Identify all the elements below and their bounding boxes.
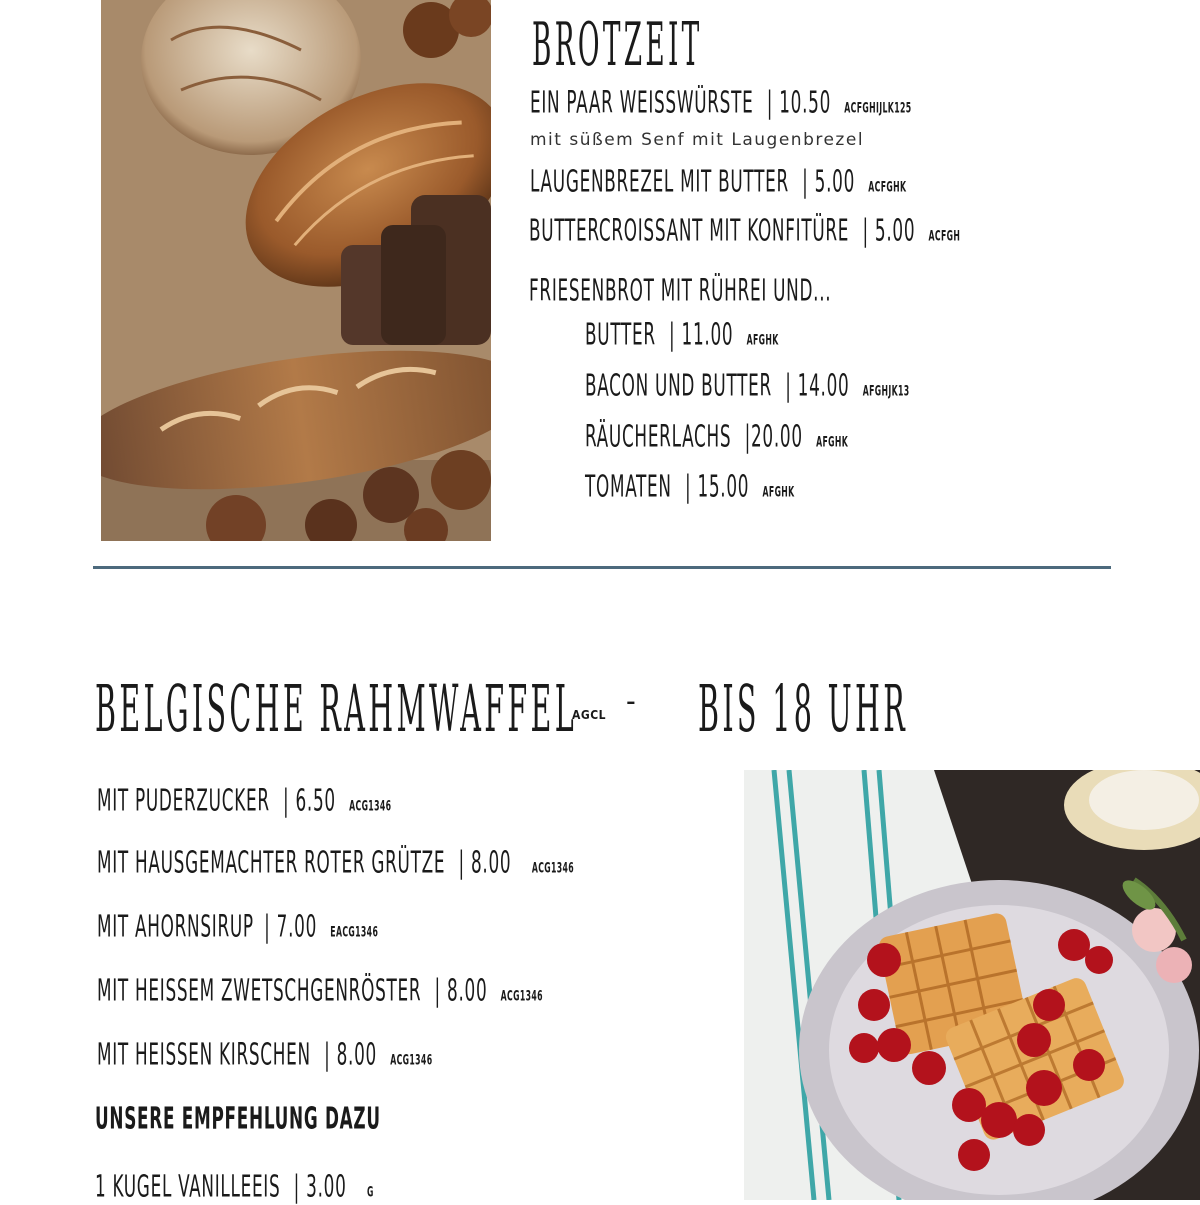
waffel-item-ahornsirup (97, 910, 488, 945)
menu-item-laugenbrezel (530, 165, 1053, 200)
item-name: TOMATEN (585, 470, 672, 505)
allergen-codes: ACFGHIJLK125 (844, 99, 912, 116)
allergen-codes: AFGHK (816, 433, 849, 450)
section-divider (93, 566, 1111, 569)
item-name: MIT AHORNSIRUP (97, 910, 254, 945)
item-price: | 8.00 (458, 846, 512, 881)
item-price: | 7.00 (264, 910, 318, 945)
allergen-codes: EACG1346 (330, 923, 379, 940)
item-name: EIN PAAR WEISSWÜRSTE (530, 86, 754, 121)
extra-item-vanilleeis (95, 1170, 482, 1205)
allergen-codes: ACG1346 (531, 859, 575, 876)
friesen-item-butter (585, 318, 854, 353)
item-price: | 15.00 (684, 470, 750, 505)
item-price: | 5.00 (862, 214, 916, 249)
item-name: MIT HEISSEM ZWETSCHGENRÖSTER (97, 974, 422, 1009)
waffel-allergen-codes: AGCL (572, 708, 607, 722)
waffel-title-text: BELGISCHE RAHMWAFFEL (95, 672, 578, 747)
waffel-time: BIS 18 UHR (698, 672, 909, 747)
item-name: BUTTER (585, 318, 656, 353)
waffel-item-puderzucker (97, 784, 506, 819)
recommendation-header: UNSERE EMPFEHLUNG DAZU (95, 1102, 381, 1137)
menu-item-buttercroissant (529, 214, 1128, 249)
item-price: | 3.00 (293, 1170, 347, 1205)
item-price: | 8.00 (434, 974, 488, 1009)
item-price: | 8.00 (324, 1038, 377, 1073)
bread-photo (101, 0, 491, 541)
item-price: | 11.00 (669, 318, 734, 353)
brotzeit-title: BROTZEIT (532, 10, 703, 80)
allergen-codes: ACG1346 (349, 797, 392, 814)
item-name: MIT HEISSEN KIRSCHEN (97, 1038, 311, 1073)
title-separator: - (626, 684, 636, 719)
allergen-codes: ACG1346 (390, 1051, 433, 1068)
item-price: | 5.00 (802, 165, 856, 200)
waffle-photo (744, 770, 1200, 1200)
friesen-item-tomaten (585, 470, 876, 505)
allergen-codes: AFGHK (762, 483, 795, 500)
item-name: MIT PUDERZUCKER (97, 784, 270, 819)
item-price: | 10.50 (766, 86, 832, 121)
item-price: | 14.00 (785, 369, 850, 404)
friesen-item-raeucherlachs (585, 420, 950, 455)
item-name: RÄUCHERLACHS (585, 420, 732, 455)
allergen-codes: G (366, 1183, 374, 1200)
item-name: BUTTERCROISSANT MIT KONFITÜRE (529, 214, 850, 249)
item-price: |20.00 (744, 420, 803, 455)
item-description: mit süßem Senf mit Laugenbrezel (530, 130, 865, 150)
allergen-codes: AFGHJK13 (862, 382, 910, 399)
waffel-item-kirschen (97, 1038, 563, 1073)
waffel-item-zwetschgenroester (97, 974, 716, 1009)
item-name: 1 KUGEL VANILLEEIS (95, 1170, 281, 1205)
item-name: BACON UND BUTTER (585, 369, 772, 404)
allergen-codes: ACFGH (928, 227, 961, 244)
allergen-codes: ACG1346 (500, 987, 543, 1004)
allergen-codes: AFGHK (746, 331, 779, 348)
friesenbrot-header: FRIESENBROT MIT RÜHREI UND... (529, 274, 832, 309)
friesen-item-bacon (585, 369, 1036, 404)
menu-item-weisswuerste (530, 86, 1060, 121)
item-name: MIT HAUSGEMACHTER ROTER GRÜTZE (97, 846, 446, 881)
allergen-codes: ACFGHK (868, 178, 907, 195)
item-name: LAUGENBREZEL MIT BUTTER (530, 165, 789, 200)
waffel-item-rote-gruetze (97, 846, 760, 881)
item-price: | 6.50 (283, 784, 336, 819)
